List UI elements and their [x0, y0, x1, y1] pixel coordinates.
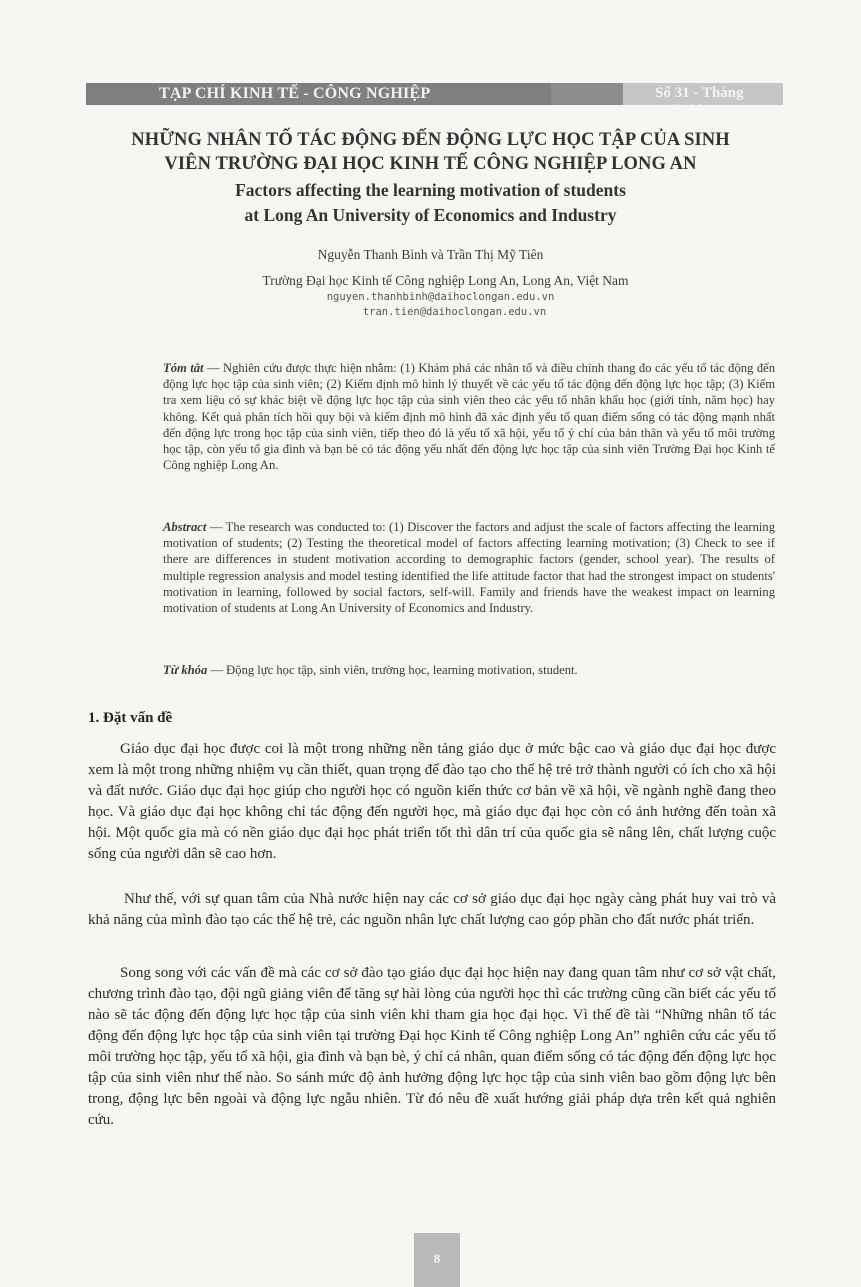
- authors: Nguyễn Thanh Bình và Trần Thị Mỹ Tiên: [317, 247, 544, 262]
- body-paragraph-1: Giáo dục đại học được coi là một trong những nền tảng giáo dục ở mức bậc cao và giáo dục đại học được xem là một trong những nhiệm vụ cần thiết, quan trọng để đào tạo cho thế hệ trẻ trở thành người có ích cho xã hội và đất nước. Giáo dục đại học giúp cho người học có nguồn kiến thức cơ bản về xã hội, về ngành nghề đang theo học. Và giáo dục đại học không chỉ tác động đến người học, mà giáo dục đại học còn có ảnh hưởng đến toàn xã hội. Một quốc gia mà có nền giáo dục đại học phát triển tốt thì dân trí của quốc gia sẽ nâng lên, chất lượng cuộc sống của người dân sẽ cao hơn.: [88, 741, 776, 862]
- body-paragraph-2: Như thế, với sự quan tâm của Nhà nước hiện nay các cơ sở giáo dục đại học ngày càng phát huy vai trò và khả năng của mình đào tạo các thế hệ trẻ, các nguồn nhân lực chất lượng cao góp phần cho đất nước phát triển.: [88, 891, 776, 928]
- header-light-band: [623, 83, 783, 118]
- title-en-line-1: Factors affecting the learning motivation of students: [235, 180, 626, 200]
- page-number-box: [414, 1233, 460, 1287]
- summary-vn: [163, 360, 775, 473]
- abstract-label: Abstract: [163, 520, 207, 534]
- summary-vn-text: — Nghiên cứu được thực hiện nhằm: (1) Khám phá các nhân tố và điều chỉnh thang đo các yếu tố tác động đến động lực học tập của sinh viên; (2) Kiểm định mô hình lý thuyết về các yếu tố tác động đến động lực học tập; (3) Kiểm tra xem liệu có sự khác biệt về động lực học tập của sinh viên theo các yếu tố nhân khẩu học (giới tính, năm học) hay không. Kết quả phân tích hồi quy bội và kiểm định mô hình đã xác định yếu tố quan điểm sống có tác động mạnh nhất đến động lực trong học tập của sinh viên, tiếp theo đó là yếu tố xã hội, yếu tố ý chí của bản thân và yếu tố môi trường học tập, còn yếu tố gia đình và bạn bè có tác động yếu nhất đến động lực học tập của sinh viên Trường Đại học Kinh tế Công nghiệp Long An.: [163, 361, 775, 473]
- summary-vn-label: Tóm tắt: [163, 361, 204, 375]
- keywords: [163, 662, 775, 678]
- body-paragraph-3: Song song với các vấn đề mà các cơ sở đào tạo giáo dục đại học hiện nay đang quan tâm như cơ sở vật chất, chương trình đào tạo, đội ngũ giảng viên để tăng sự hài lòng của người học thì các trường cũng cần biết các yếu tố nào sẽ tác động đến động lực học tập của sinh viên khi tham gia học đại học. Vì thế đề tài “Những nhân tố tác động đến động lực học tập của sinh viên tại trường Đại học Kinh tế Công nghiệp Long An” nghiên cứu các yếu tố môi trường học tập, yếu tố xã hội, gia đình và bạn bè, ý chí cá nhân, quan điểm sống có tác động đến động lực học tập của sinh viên như thế nào. So sánh mức độ ảnh hưởng động lực học tập của sinh viên bao gồm động lực bên trong, động lực bên ngoài và động lực ngẫu nhiên. Từ đó nêu đề xuất hướng giải pháp dựa trên kết quả nghiên cứu.: [88, 965, 776, 1128]
- email-2[interactable]: tran.tien@daihoclongan.edu.vn: [362, 306, 547, 318]
- abstract-text: — The research was conducted to: (1) Discover the factors and adjust the scale of factors affecting the learning motivation of students; (2) Testing the theoretical model of factors affecting learning motivation; (3) Check to see if there are differences in student motivation according to demographic factors (gender, school year). The results of multiple regression analysis and model testing identified the life attitude factor that had the strongest impact on students' motivation in learning, followed by social factors, self-will. Family and friends have the weakest impact on learning motivation of students at Long An University of Economics and Industry.: [163, 520, 775, 616]
- title-vn-line-2: VIÊN TRƯỜNG ĐẠI HỌC KINH TẾ CÔNG NGHIỆP LONG AN: [164, 154, 697, 174]
- email-1[interactable]: nguyen.thanhbinh@daihoclongan.edu.vn: [326, 291, 555, 303]
- issue-label: Số 31 - Tháng 04/2022: [655, 85, 744, 118]
- section-1-heading: 1. Đặt vấn đề: [88, 710, 173, 726]
- keywords-text: — Động lực học tập, sinh viên, trường học, learning motivation, student.: [207, 663, 578, 677]
- abstract-en: [163, 519, 775, 616]
- journal-header-bar: [86, 83, 783, 118]
- title-en-line-2: at Long An University of Economics and Industry: [244, 205, 617, 225]
- article-title: [60, 128, 801, 228]
- affiliation: Trường Đại học Kinh tế Công nghiệp Long An, Long An, Việt Nam: [262, 273, 629, 288]
- page-number: 8: [433, 1251, 441, 1266]
- keywords-label: Từ khóa: [163, 663, 208, 677]
- journal-name: TẠP CHÍ KINH TẾ - CÔNG NGHIỆP: [159, 85, 431, 102]
- header-dark-band: [86, 83, 551, 105]
- title-vn-line-1: NHỮNG NHÂN TỐ TÁC ĐỘNG ĐẾN ĐỘNG LỰC HỌC TẬP CỦA SINH: [131, 130, 730, 150]
